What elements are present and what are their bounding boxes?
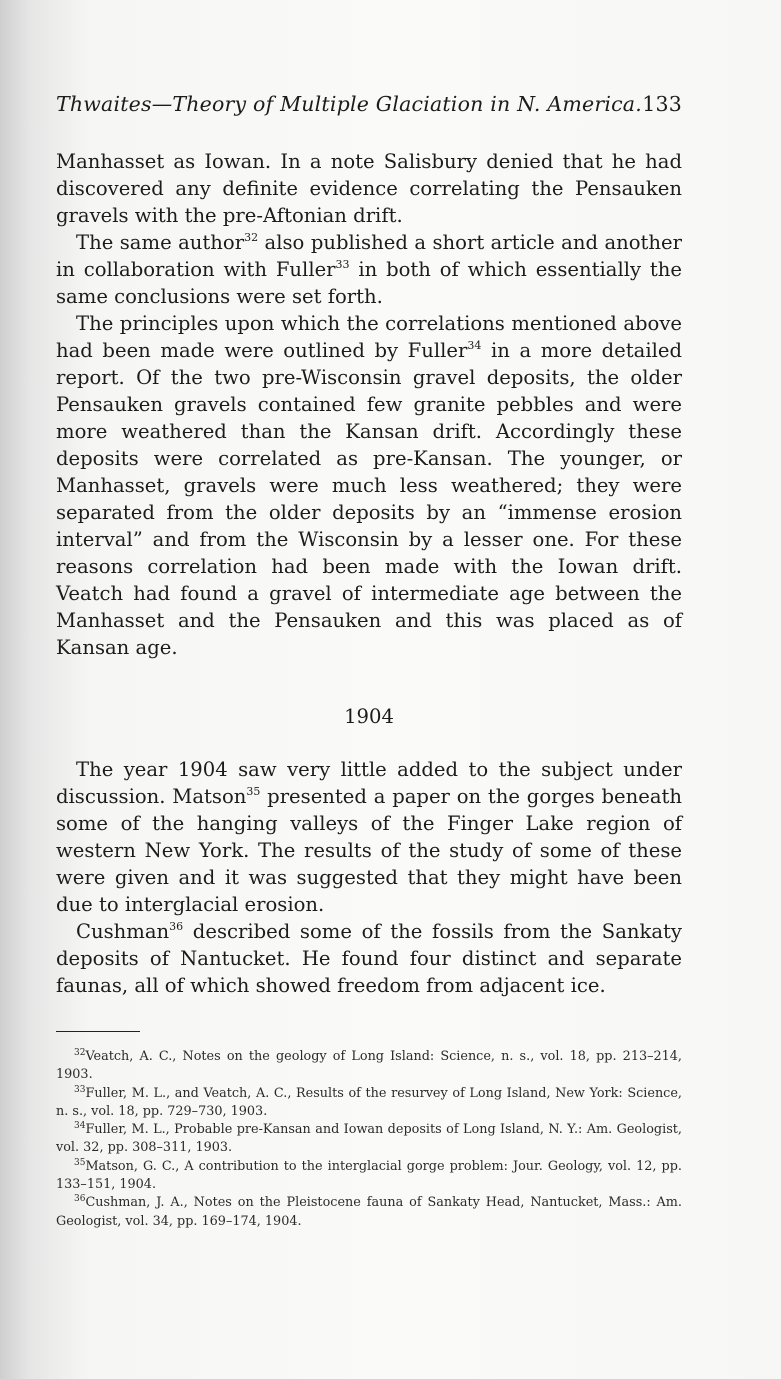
footnote-text: Cushman, J. A., Notes on the Pleistocene fauna of Sankaty Head, Nantucket, Mass.: Am. Geologist, vol. 34, pp. 169–174, 1904. <box>56 1195 682 1229</box>
footnote <box>56 1048 682 1085</box>
footnote <box>56 1194 682 1231</box>
footnote <box>56 1085 682 1122</box>
paragraph <box>56 756 682 918</box>
footnote-text: Veatch, A. C., Notes on the geology of Long Island: Science, n. s., vol. 18, pp. 213–214, 1903. <box>56 1049 682 1083</box>
footnote <box>56 1121 682 1158</box>
footnote-text: Matson, G. C., A contribution to the interglacial gorge problem: Jour. Geology, vol. 12, pp. 133–151, 1904. <box>56 1158 682 1193</box>
section-heading-1904: 1904 <box>344 705 394 728</box>
page-number: 133 <box>642 92 682 116</box>
paragraph <box>56 918 682 999</box>
body-text-1904 <box>56 756 682 999</box>
text-run: Cushman <box>76 920 170 943</box>
footnotes <box>56 1048 682 1231</box>
body-text-top <box>56 148 682 661</box>
footnote-number: 35 <box>74 1157 86 1168</box>
footnote-ref: 36 <box>169 920 184 933</box>
paragraph <box>56 148 682 229</box>
text-run: Manhasset as Iowan. In a note Salisbury denied that he had discovered any definite evidence correlating the Pensauken gravels with the pre-Aftonian drift. <box>56 150 682 227</box>
footnote-ref: 35 <box>246 785 261 798</box>
footnote-ref: 33 <box>335 258 350 271</box>
text-run: described some of the fossils from the Sankaty deposits of Nantucket. He found four distinct and separate faunas, all of which showed freedom from adjacent ice. <box>56 920 682 997</box>
text-run: in both of which essentially the same conclusions were set forth. <box>56 258 682 308</box>
text-run: also published a short article and another in collaboration with Fuller <box>56 231 683 281</box>
footnote-ref: 32 <box>244 231 259 244</box>
text-run: presented a paper on the gorges beneath some of the hanging valleys of the Finger Lake region of western New York. The results of the study of some of these were given and it was suggested that they might have been due to interglacial erosion. <box>56 785 682 916</box>
footnote-text: Fuller, M. L., and Veatch, A. C., Results of the resurvey of Long Island, New York: Science, n. s., vol. 18, pp. 729–730, 1903. <box>56 1085 682 1119</box>
footnote-number: 36 <box>74 1194 86 1205</box>
text-run: in a more detailed report. Of the two pre-Wisconsin gravel deposits, the older Pensauken gravels contained few granite pebbles and were more weathered than the Kansan drift. Accordingly these deposits were correlated as pre-Kansan. The younger, or Manhasset, gravels were much less weathered; they were separated from the older deposits by an “immense erosion interval” and from the Wisconsin by a lesser one. For these reasons correlation had been made with the Iowan drift. Veatch had found a gravel of intermediate age between the Manhasset and the Pensauken and this was placed as of Kansan age. <box>56 339 683 659</box>
footnote-number: 34 <box>74 1121 86 1132</box>
paragraph <box>56 229 682 310</box>
footnote-number: 33 <box>74 1084 86 1095</box>
footnote <box>56 1158 682 1195</box>
text-run: The same author <box>76 231 245 254</box>
footnote-number: 32 <box>74 1048 86 1058</box>
page <box>56 92 682 1231</box>
running-title: Thwaites—Theory of Multiple Glaciation in N. America. <box>56 92 642 116</box>
footnote-text: Fuller, M. L., Probable pre-Kansan and Iowan deposits of Long Island, N. Y.: Am. Geologist, vol. 32, pp. 308–311, 1903. <box>56 1122 682 1156</box>
footnote-ref: 34 <box>467 339 482 352</box>
text-run: The principles upon which the correlations mentioned above had been made were outlined by Fuller <box>56 312 682 362</box>
footnote-divider <box>56 1031 140 1032</box>
paragraph <box>56 310 682 661</box>
running-header <box>56 92 682 132</box>
text-run: The year 1904 saw very little added to the subject under discussion. Matson <box>56 758 682 808</box>
